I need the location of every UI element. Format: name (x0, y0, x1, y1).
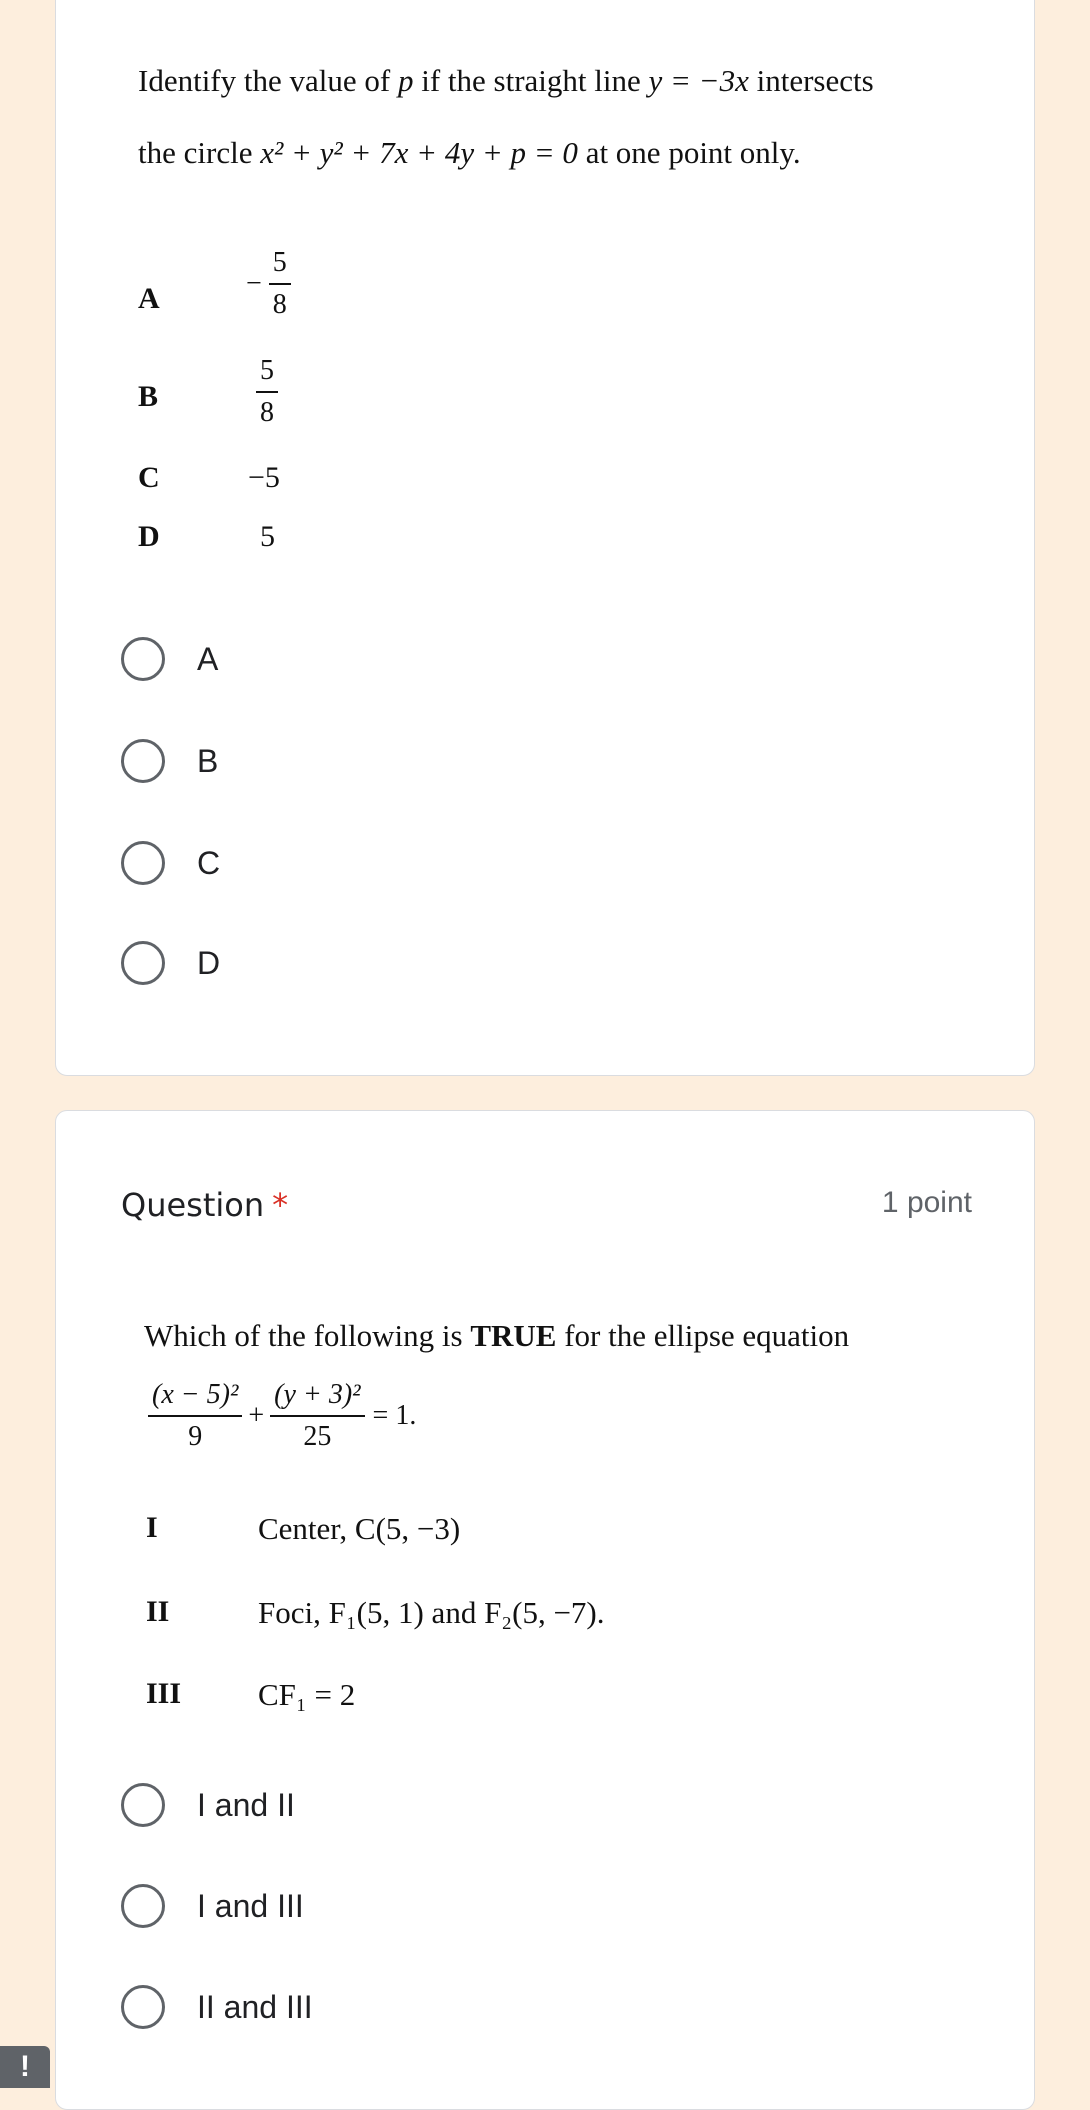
choice-letter-b: B (138, 380, 159, 413)
fraction-denominator: 8 (272, 289, 287, 320)
stem-text: intersects (748, 63, 874, 98)
equation-rhs: = 1. (372, 1400, 417, 1431)
radio-option-c[interactable] (121, 833, 220, 893)
question-card-1 (55, 0, 1035, 1076)
statement-text-3: CF₁ = 2 (258, 1677, 356, 1712)
fraction (270, 1381, 364, 1451)
stem-text: if the straight line (413, 63, 649, 98)
fraction (269, 249, 291, 319)
radio-label: I and III (197, 1887, 304, 1924)
radio-button[interactable] (121, 1985, 165, 2029)
choice-value-d: 5 (260, 520, 275, 553)
radio-option-i-and-ii[interactable] (121, 1775, 295, 1835)
choice-value-c: −5 (248, 461, 280, 494)
radio-option-d[interactable] (121, 933, 220, 993)
choice-value-b (256, 357, 278, 427)
radio-option-b[interactable] (121, 731, 218, 791)
radio-button[interactable] (121, 739, 165, 783)
choice-letter-a: A (138, 282, 160, 315)
choice-letter-d: D (138, 520, 160, 553)
radio-label: I and II (197, 1786, 295, 1823)
radio-label: II and III (197, 1988, 313, 2025)
radio-button[interactable] (121, 1783, 165, 1827)
minus-sign: − (246, 268, 262, 299)
radio-label: D (197, 944, 221, 981)
statement-roman-3: III (146, 1677, 182, 1710)
fraction (148, 1381, 242, 1451)
radio-label: C (197, 844, 221, 881)
question-title (121, 1186, 288, 1224)
fraction-denominator: 8 (260, 397, 274, 428)
question-stem-line-2 (138, 133, 801, 173)
radio-option-a[interactable] (121, 629, 218, 689)
circle-equation: x² + y² + 7x + 4y + p = 0 (260, 135, 578, 170)
radio-label: B (197, 742, 219, 779)
stem-text: the circle (138, 135, 261, 170)
plus-sign: + (248, 1400, 265, 1431)
fraction-numerator: (x − 5)² (148, 1381, 242, 1417)
stem-text: Which of the following is (144, 1318, 471, 1353)
fraction-numerator: (y + 3)² (270, 1381, 364, 1417)
choice-letter-c: C (138, 461, 160, 494)
fraction (256, 357, 278, 427)
stem-variable: p (397, 63, 414, 98)
fraction-denominator: 25 (303, 1421, 332, 1452)
ellipse-question-stem (144, 1316, 849, 1356)
statement-text-1: Center, C(5, −3) (258, 1511, 461, 1546)
radio-button[interactable] (121, 637, 165, 681)
fraction-numerator: 5 (256, 357, 278, 393)
stem-text: at one point only. (577, 135, 801, 170)
alert-icon[interactable]: ! (0, 2046, 50, 2088)
required-asterisk: * (272, 1186, 289, 1224)
statement-roman-2: II (146, 1595, 170, 1628)
question-title-text: Question (121, 1186, 265, 1224)
radio-option-i-and-iii[interactable] (121, 1876, 304, 1936)
choice-value-a (246, 249, 291, 319)
radio-button[interactable] (121, 941, 165, 985)
question-stem-line-1 (138, 61, 874, 101)
stem-text: for the ellipse equation (556, 1318, 850, 1353)
question-card-2 (55, 1110, 1035, 2110)
radio-button[interactable] (121, 841, 165, 885)
ellipse-equation (148, 1381, 416, 1451)
radio-button[interactable] (121, 1884, 165, 1928)
line-equation: y = −3x (648, 63, 749, 98)
fraction-denominator: 9 (188, 1421, 203, 1452)
stem-emphasis: TRUE (470, 1318, 557, 1353)
radio-label: A (197, 640, 219, 677)
fraction-numerator: 5 (269, 249, 291, 285)
statement-roman-1: I (146, 1511, 158, 1544)
radio-option-ii-and-iii[interactable] (121, 1977, 313, 2037)
question-points: 1 point (881, 1186, 972, 1219)
stem-text: Identify the value of (138, 63, 398, 98)
statement-text-2: Foci, F₁(5, 1) and F₂(5, −7). (258, 1595, 605, 1630)
